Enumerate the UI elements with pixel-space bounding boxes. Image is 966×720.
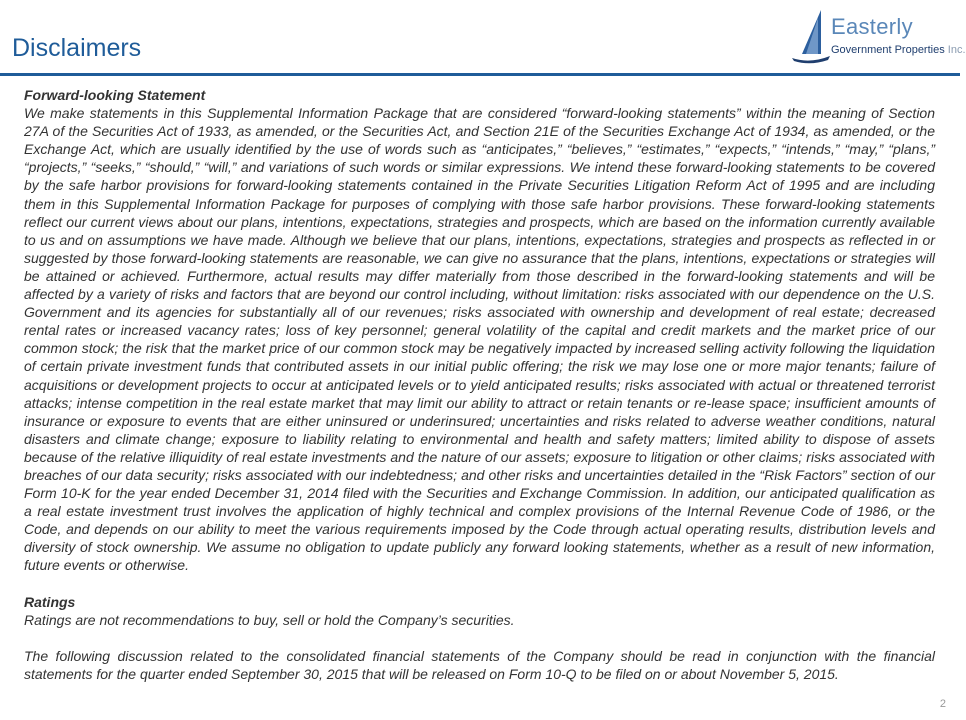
ratings-heading: Ratings (24, 593, 76, 610)
logo-suffix: Inc. (944, 44, 966, 56)
disclaimer-content (24, 86, 935, 683)
logo-subtitle (831, 44, 966, 56)
section-spacer (24, 629, 935, 647)
company-logo (788, 8, 966, 66)
forward-looking-heading: Forward-looking Statement (24, 87, 206, 103)
title-divider (0, 73, 960, 76)
ratings-body: Ratings are not recommendations to buy, sell or hold the Company’s securities. (24, 611, 515, 628)
logo-subtitle-text: Government Properties (831, 44, 945, 56)
sailboat-logo-icon (788, 8, 832, 66)
page-number: 2 (939, 698, 946, 710)
section-spacer (24, 575, 935, 593)
forward-looking-body: We make statements in this Supplemental Information Package that are considered “forward-looking statements” within the meaning of Section 27A of the Securities Act of 1933, as amended, or the Securities Act, and Section 21E of the Securities Exchange Act of 1934, as amended, or the Exchange Act, which are usually identified by the use of words such as “anticipates,” “believes,” “estimates,” “expects,” “intends,” “may,” “plans,” “projects,” “seeks,” “should,” “will,” and variations of such words or similar expressions. We intend these forward-looking statements to be covered by the safe harbor provisions for forward-looking statements contained in the Private Securities Litigation Reform Act of 1995 and are including them in this Supplemental Information Package for purposes of complying with those safe harbor provisions. These forward-looking statements reflect our current views about our plans, intentions, expectations, strategies and prospects, which are based on the information currently available to us and on assumptions we have made. Although we believe that our plans, intentions, expectations, strategies and prospects as reflected in or suggested by those forward-looking statements are reasonable, we can give no assurance that the plans, intentions, expectations or strategies will be attained or achieved. Furthermore, actual results may differ materially from those described in the forward-looking statements and will be affected by a variety of risks and factors that are beyond our control including, without limitation: risks associated with our dependence on the U.S. Government and its agencies for substantially all of our revenues; risks associated with ownership and development of real estate; decreased rental rates or increased vacancy rates; loss of key personnel; general volatility of the capital and credit markets and the market price of our common stock; the risk that the market price of our common stock may be negatively impacted by increased selling activity following the liquidation of certain private investment funds that contributed assets in our initial public offering; the risk we may lose one or more major tenants; failure of acquisitions or development projects to occur at anticipated levels or to yield anticipated results; risks associated with actual or threatened terrorist attacks; intense competition in the real estate market that may limit our ability to attract or retain tenants or re-lease space; insufficient amounts of insurance or exposure to events that are either uninsured or underinsured; uncertainties and risks related to adverse weather conditions, natural disasters and climate change; exposure to liability relating to environmental and health and safety matters; limited ability to dispose of assets because of the relative illiquidity of real estate investments and the nature of our assets; exposure to litigation or other claims; risks associated with breaches of our data security; risks associated with our indebtedness; and other risks and uncertainties detailed in the “Risk Factors” section of our Form 10-K for the year ended December 31, 2014 filed with the Securities and Exchange Commission. In addition, our anticipated qualification as a real estate investment trust involves the application of highly technical and complex provisions of the Internal Revenue Code of 1986, or the Code, and depends on our ability to meet the various requirements imposed by the Code through actual operating results, distribution levels and diversity of stock ownership. We assume no obligation to update publicly any forward looking statements, whether as a result of new information, future events or otherwise. (24, 105, 935, 574)
logo-wordmark: Easterly (831, 14, 913, 39)
page-title: Disclaimers (12, 34, 142, 62)
discussion-body: The following discussion related to the consolidated financial statements of the Company should be read in conjunction with the financial statements for the quarter ended September 30, 2015 that will be released on Form 10-Q to be filed on or about November 5, 2015. (24, 647, 935, 682)
